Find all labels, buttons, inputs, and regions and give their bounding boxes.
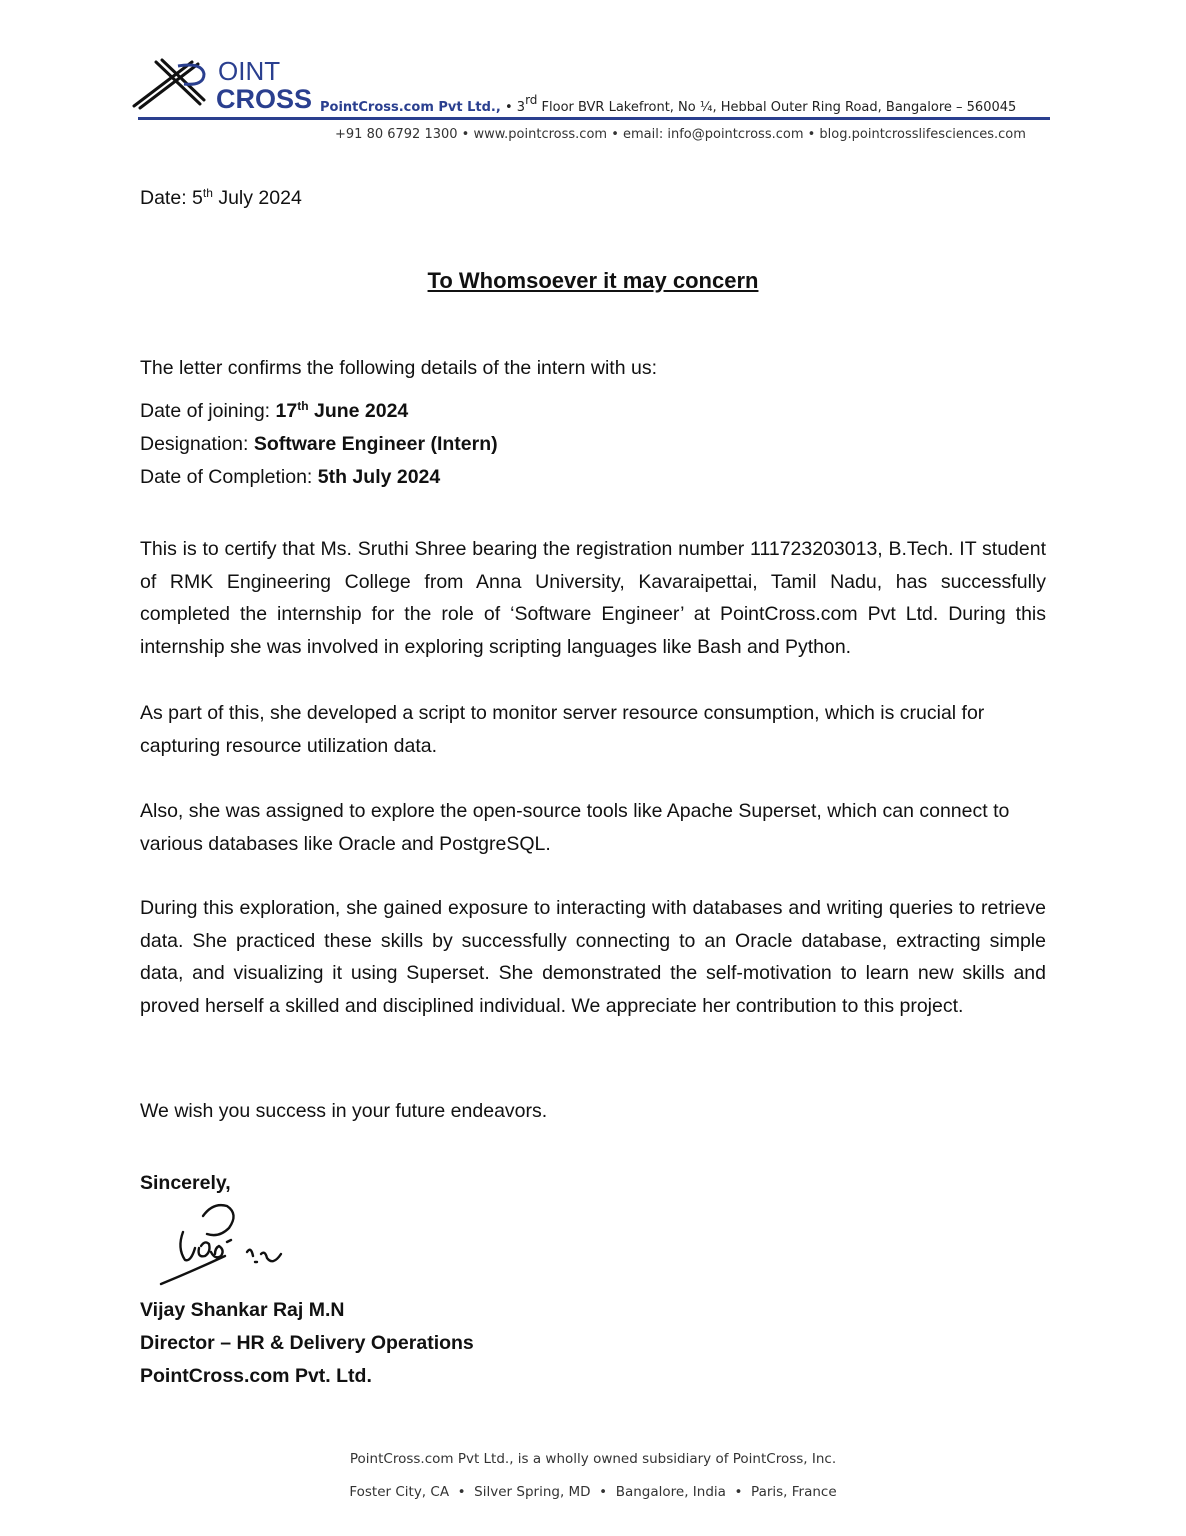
signatory-company: PointCross.com Pvt. Ltd. — [140, 1365, 372, 1387]
completion-date: Date of Completion: 5th July 2024 — [140, 466, 441, 488]
paragraph-exploration: During this exploration, she gained exposure to interacting with databases and writing queries to retrieve data. She practiced these skills by successfully connecting to an Oracle database, extracting simple data, and visualizing it using Superset. She demonstrated the self-motivation to learn new skills and proved herself a skilled and disciplined individual. We appreciate her contribution to this project. — [140, 897, 1046, 1017]
signature-icon — [155, 1196, 290, 1291]
paragraph-tools: Also, she was assigned to explore the open-source tools like Apache Superset, which can connect to various databases like Oracle and PostgreSQL. — [140, 800, 1010, 855]
designation: Designation: Software Engineer (Intern) — [140, 433, 498, 455]
joining-date: Date of joining: 17th June 2024 — [140, 399, 409, 422]
company-address: PointCross.com Pvt Ltd., • 3rd Floor BVR Lakefront, No ¼, Hebbal Outer Ring Road, Bangalore – 560045 — [320, 93, 1017, 115]
address-street: Floor BVR Lakefront, No ¼, Hebbal Outer Ring Road, Bangalore – 560045 — [541, 100, 1017, 115]
signatory-title: Director – HR & Delivery Operations — [140, 1332, 474, 1354]
sign-off: Sincerely, — [140, 1172, 231, 1194]
svg-text:OINT: OINT — [218, 56, 281, 86]
svg-text:CROSS: CROSS — [216, 84, 312, 112]
closing-wish: We wish you success in your future endeavors. — [140, 1100, 548, 1122]
company-contact: +91 80 6792 1300 • www.pointcross.com • email: info@pointcross.com • blog.pointcrosslifesciences.com — [335, 127, 1026, 142]
paragraph-script: As part of this, she developed a script to monitor server resource consumption, which is crucial for capturing resource utilization data. — [140, 702, 985, 757]
paragraph-certification: This is to certify that Ms. Sruthi Shree bearing the registration number 111723203013, B.Tech. IT student of RMK Engineering College from Anna University, Kavaraipettai, Tamil Nadu, has successfully completed the internship for the role of ‘Software Engineer’ at PointCross.com Pvt Ltd. During this internship she was involved in exploring scripting languages like Bash and Python. — [140, 538, 1046, 658]
header-divider — [138, 117, 1050, 120]
signature — [155, 1196, 290, 1291]
letter-date: Date: 5th July 2024 — [140, 186, 302, 209]
company-logo — [132, 56, 312, 112]
letter-title: To Whomsoever it may concern — [427, 268, 759, 293]
footer-locations: Foster City, CA • Silver Spring, MD • Bangalore, India • Paris, France — [349, 1484, 837, 1500]
signatory-name: Vijay Shankar Raj M.N — [140, 1299, 345, 1321]
intro-text: The letter confirms the following details of the intern with us: — [140, 357, 657, 379]
pointcross-logo-icon — [132, 56, 312, 112]
company-name: PointCross.com Pvt Ltd., — [320, 100, 501, 115]
footer-subsidiary: PointCross.com Pvt Ltd., is a wholly owned subsidiary of PointCross, Inc. — [349, 1451, 837, 1467]
address-floor: 3 — [516, 100, 526, 115]
